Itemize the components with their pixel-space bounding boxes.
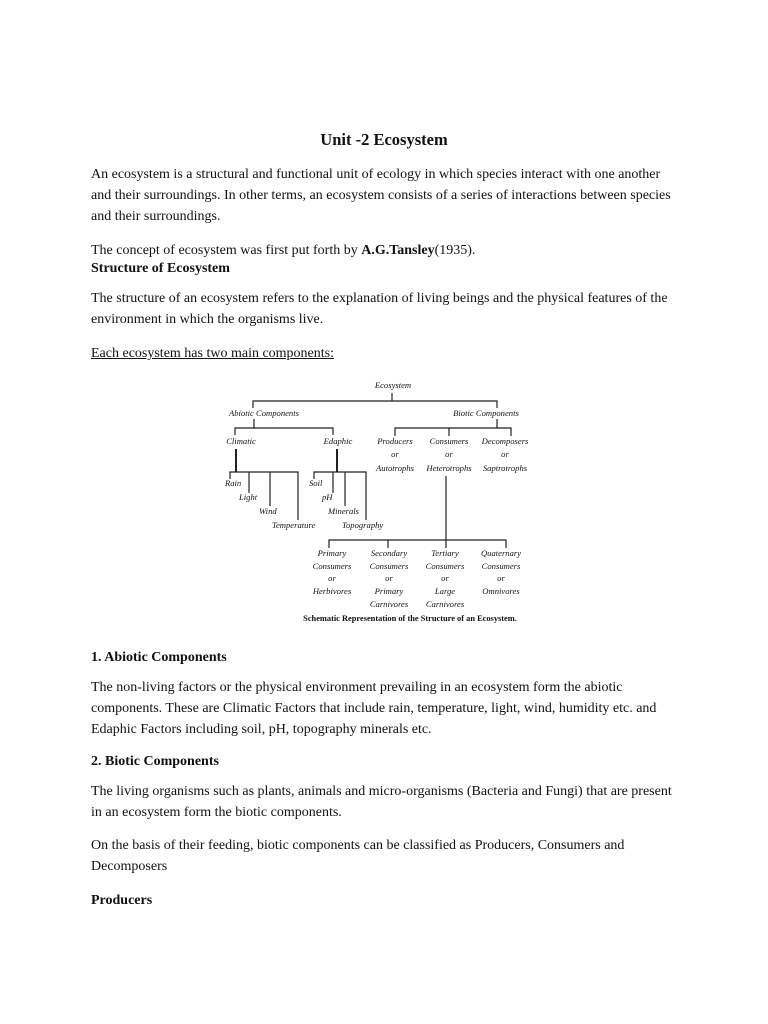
intro-paragraph: An ecosystem is a structural and functional unit of ecology in which species interact with one another and their surroundings. In other terms, an ecosystem consists of a series of interactions between species and their surroundings. — [91, 167, 671, 224]
diagram-tertiary-consumers — [426, 548, 465, 609]
svg-text:Tertiary: Tertiary — [431, 548, 459, 558]
diagram-biotic-label: Biotic Components — [453, 408, 519, 418]
svg-text:Consumers: Consumers — [429, 436, 469, 446]
diagram-climatic-label: Climatic — [226, 436, 256, 446]
svg-text:Omnivores: Omnivores — [482, 586, 520, 596]
svg-text:Decomposers: Decomposers — [481, 436, 529, 446]
svg-text:Herbivores: Herbivores — [312, 586, 352, 596]
svg-text:or: or — [441, 573, 449, 583]
structure-heading: Structure of Ecosystem — [91, 261, 230, 276]
svg-text:Rain: Rain — [225, 478, 242, 488]
biotic-heading: 2. Biotic Components — [91, 754, 219, 769]
diagram-quaternary-consumers — [481, 548, 521, 596]
svg-text:Heterotrophs: Heterotrophs — [426, 463, 472, 473]
svg-text:Light: Light — [239, 492, 258, 502]
svg-text:Primary: Primary — [374, 586, 404, 596]
concept-suffix: (1935). — [434, 243, 476, 258]
feeding-paragraph: On the basis of their feeding, biotic components can be classified as Producers, Consumers and Decomposers — [91, 838, 625, 874]
svg-text:Minerals: Minerals — [328, 506, 360, 516]
abiotic-paragraph: The non-living factors or the physical environment prevailing in an ecosystem form the abiotic components. These are Climatic Factors that include rain, temperature, light, wind, humidity etc. and Edaphic Factors including soil, pH, topography minerals etc. — [91, 680, 657, 737]
page-title: Unit -2 Ecosystem — [320, 130, 448, 149]
svg-text:or: or — [328, 573, 336, 583]
concept-author: A.G.Tansley — [361, 243, 435, 258]
diagram-biotic-consumers — [425, 436, 472, 473]
svg-text:Producers: Producers — [377, 436, 413, 446]
svg-text:Consumers: Consumers — [312, 561, 352, 571]
svg-text:Carnivores: Carnivores — [425, 599, 465, 609]
abiotic-heading: 1. Abiotic Components — [91, 650, 227, 665]
structure-paragraph: The structure of an ecosystem refers to the explanation of living beings and the physical features of the environment in which the organisms live. — [91, 291, 668, 327]
diagram-abiotic-label: Abiotic Components — [229, 408, 299, 418]
svg-text:Wind: Wind — [259, 506, 277, 516]
diagram-primary-consumers — [312, 548, 352, 596]
svg-text:or: or — [445, 449, 453, 459]
diagram-edaphic-items — [309, 478, 383, 530]
svg-text:Primary: Primary — [317, 548, 347, 558]
svg-text:or: or — [497, 573, 505, 583]
svg-text:pH: pH — [322, 492, 333, 502]
biotic-paragraph: The living organisms such as plants, animals and micro-organisms (Bacteria and Fungi) that are present in an ecosystem form the biotic components. — [91, 784, 672, 820]
diagram-secondary-consumers — [370, 548, 409, 609]
svg-text:or: or — [385, 573, 393, 583]
diagram-edaphic-label: Edaphic — [323, 436, 353, 446]
svg-text:Secondary: Secondary — [370, 548, 408, 558]
svg-text:Carnivores: Carnivores — [369, 599, 409, 609]
svg-text:Quaternary: Quaternary — [480, 548, 522, 558]
svg-text:or: or — [391, 449, 399, 459]
svg-text:Saptrotrophs: Saptrotrophs — [482, 463, 528, 473]
svg-text:Consumers: Consumers — [425, 561, 465, 571]
diagram-root-label: Ecosystem — [374, 380, 412, 390]
diagram-biotic-decomposers — [481, 436, 529, 473]
svg-text:Consumers: Consumers — [369, 561, 409, 571]
svg-text:Temperature: Temperature — [272, 520, 316, 530]
producers-heading: Producers — [91, 893, 153, 908]
concept-prefix: The concept of ecosystem was first put forth by — [91, 243, 362, 258]
svg-text:Large: Large — [434, 586, 456, 596]
diagram-caption: Schematic Representation of the Structure of an Ecosystem. — [303, 614, 517, 623]
components-intro: Each ecosystem has two main components: — [91, 346, 334, 361]
svg-text:Soil: Soil — [309, 478, 323, 488]
diagram-biotic-producers — [375, 436, 415, 473]
svg-text:or: or — [501, 449, 509, 459]
svg-text:Autotrophs: Autotrophs — [376, 463, 414, 473]
svg-text:Consumers: Consumers — [481, 561, 521, 571]
svg-text:Topography: Topography — [342, 520, 384, 530]
